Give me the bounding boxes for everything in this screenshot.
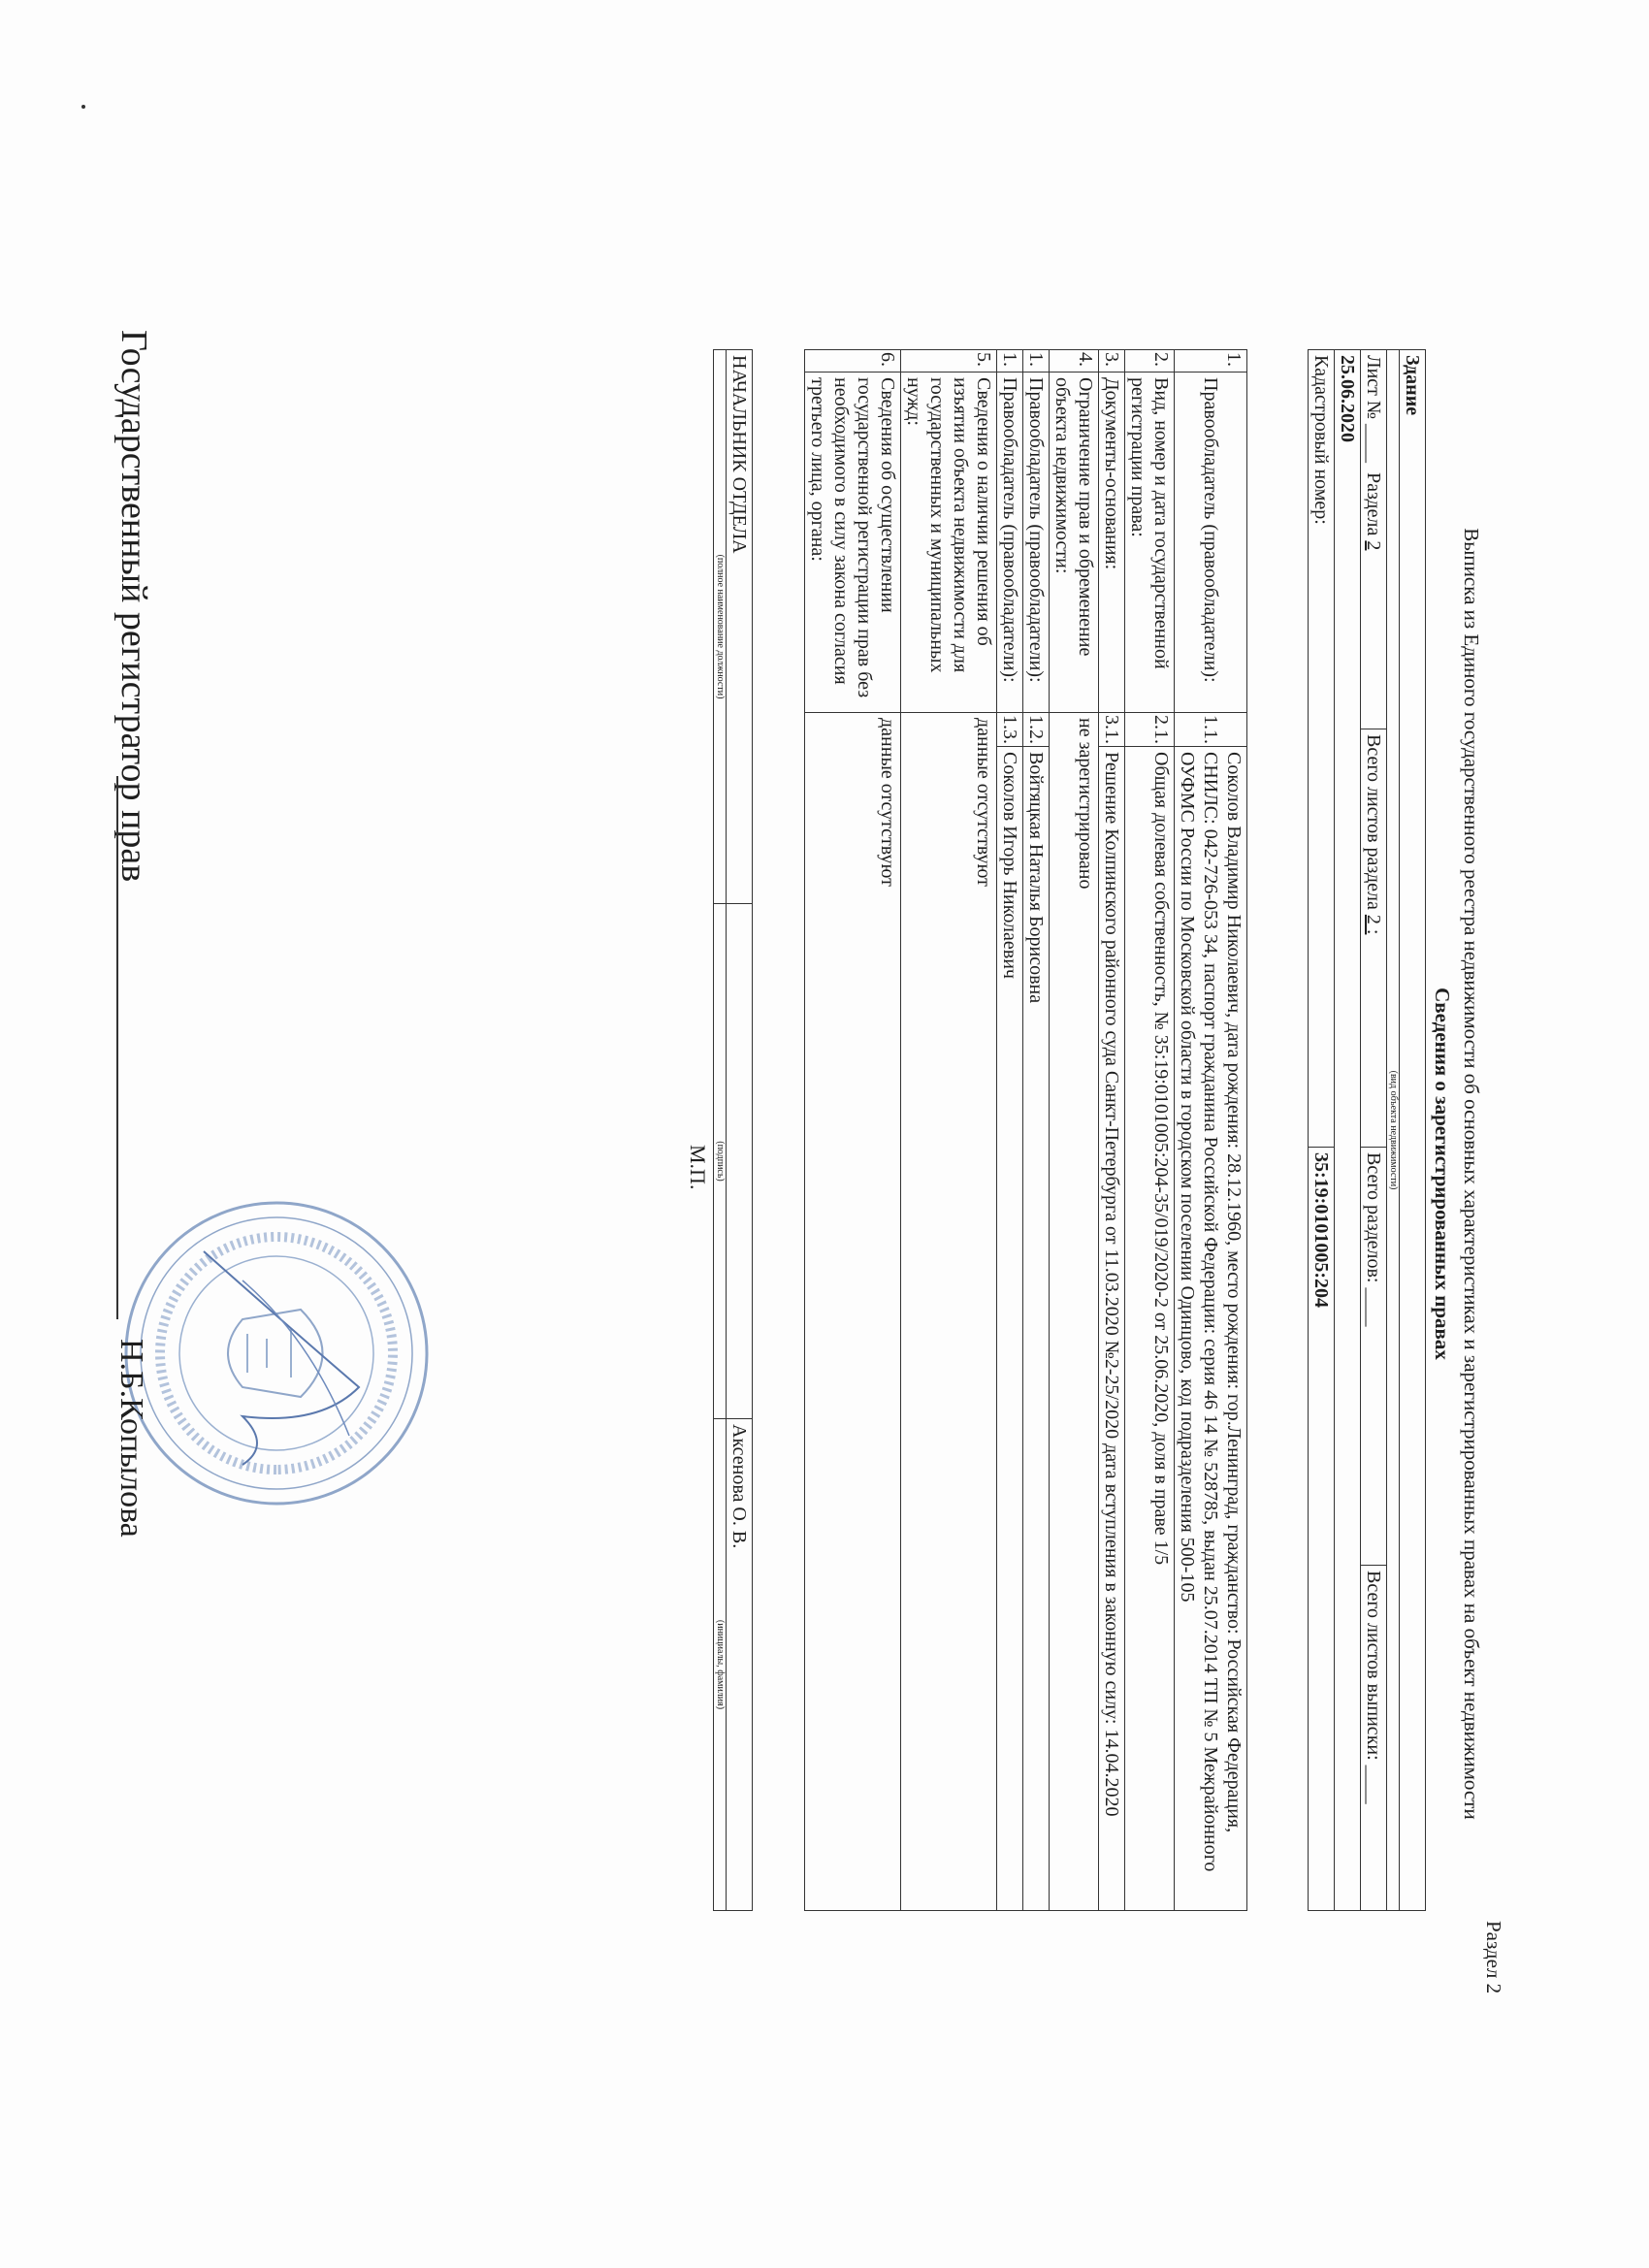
row-number: 1.: [1023, 350, 1050, 373]
table-row: [1175, 350, 1247, 1911]
section-number: Раздел 2: [1482, 1921, 1505, 1994]
sheets-total-cell: Всего листов выписки: ____: [1361, 1566, 1387, 1911]
section-sheets-value: 2 :: [1363, 914, 1384, 935]
signer-signature: [727, 904, 753, 1419]
document-title: [1428, 349, 1486, 1998]
table-row: [997, 350, 1023, 1911]
table-row: [901, 350, 997, 1911]
signer-position: НАЧАЛЬНИК ОТДЕЛА: [727, 350, 753, 904]
table-row: [1023, 350, 1050, 1911]
cadastral-number: 35:19:0101005:204: [1309, 1148, 1335, 1911]
sheets-total-label: Всего листов выписки:: [1363, 1571, 1384, 1761]
row-label: Правообладатель (правообладатели):: [1023, 373, 1050, 713]
title-text: Выписка из Единого государственного реестра недвижимости об основных характеристиках и зарегистрированных правах на объект недвижимости: [1460, 528, 1483, 1820]
row-subnumber: 1.2.: [1023, 713, 1050, 747]
extract-date: 25.06.2020: [1335, 350, 1361, 1911]
section-value: 2: [1363, 540, 1384, 551]
row-label: Документы-основания:: [1099, 373, 1125, 713]
row-value: Соколов Владимир Николаевич, дата рождения: 28.12.1960, место рождения: гор.Ленинград, гражданство: Российская Федерация, СНИЛС: 042-726-053 34, паспорт гражданина Российской Федерации: серия 46 14 № 528785, выдан 25.07.2014 ТП № 5 Межрайонного ОУФМС России по Московской области в городском поселении Одинцово, код подразделения 500-105: [1175, 747, 1247, 1911]
row-number: 6.: [805, 350, 901, 373]
table-row: [1099, 350, 1125, 1911]
row-label: Правообладатель (правообладатели):: [1175, 373, 1247, 713]
row-number: 2.: [1125, 350, 1175, 373]
row-number: 1.: [1175, 350, 1247, 373]
section-sheets-label: Всего листов раздела: [1363, 734, 1384, 910]
table-row: [1125, 350, 1175, 1911]
section-sheets-cell: [1361, 729, 1387, 1148]
row-label: Ограничение прав и обременение объекта недвижимости:: [1050, 373, 1099, 713]
row-value: Войтяцкая Наталья Борисовна: [1023, 747, 1050, 1911]
row-number: 3.: [1099, 350, 1125, 373]
row-subnumber: 2.1.: [1125, 713, 1175, 747]
row-value: данные отсутствуют: [805, 713, 901, 1911]
row-label: Сведения об осуществлении государственной регистрации прав без необходимого в силу закона согласия третьего лица, органа:: [805, 373, 901, 713]
row-value: Общая долевая собственность, № 35:19:0101005:204-35/019/2020-2 от 25.06.2020, доля в праве 1/5: [1125, 747, 1175, 1911]
row-value: Решение Колпинского районного суда Санкт-Петербурга от 11.03.2020 №2-25/2020 дата вступления в законную силу: 14.04.2020: [1099, 747, 1125, 1911]
row-value: не зарегистрировано: [1050, 713, 1099, 1911]
row-label: Правообладатель (правообладатели):: [997, 373, 1023, 713]
row-label: Сведения о наличии решения об изъятии объекта недвижимости для государственных и муниципальных нужд:: [901, 373, 997, 713]
row-subnumber: 1.3.: [997, 713, 1023, 747]
position-caption: (полное наименование должности): [714, 350, 727, 904]
registrar-signature-line: [116, 776, 118, 1319]
object-type: Здание: [1400, 350, 1426, 1911]
registrar-label: Государственный регистратор прав: [113, 330, 154, 883]
scan-dot: [81, 105, 85, 109]
sections-total-cell: Всего разделов: ____: [1361, 1148, 1387, 1566]
row-subnumber: 1.1.: [1175, 713, 1247, 747]
row-number: 4.: [1050, 350, 1099, 373]
table-row: [805, 350, 901, 1911]
registrar-name: Н.Б.Копылова: [113, 1339, 149, 1538]
row-subnumber: 3.1.: [1099, 713, 1125, 747]
signature-table: [713, 349, 753, 1911]
stamp-place: М.П.: [686, 1145, 710, 1190]
object-header-table: [1308, 349, 1426, 1911]
section-label: Раздела: [1363, 471, 1384, 536]
cadastral-label: Кадастровый номер:: [1309, 350, 1335, 1148]
row-label: Вид, номер и дата государственной регистрации права:: [1125, 373, 1175, 713]
object-type-caption: (вид объекта недвижимости): [1387, 350, 1400, 1911]
signer-name: Аксенова О. В.: [727, 1419, 753, 1911]
sections-total-label: Всего разделов:: [1363, 1152, 1384, 1283]
row-number: 5.: [901, 350, 997, 373]
title-subtitle: Сведения о зарегистрированных правах: [1431, 988, 1454, 1360]
sheet-label: Лист №: [1363, 355, 1384, 419]
row-value: данные отсутствуют: [901, 713, 997, 1911]
sheet-number-cell: Лист № ____ Раздела 2: [1361, 350, 1387, 729]
official-seal-icon: [116, 1193, 436, 1513]
table-row: [1050, 350, 1099, 1911]
row-number: 1.: [997, 350, 1023, 373]
rights-table: [804, 349, 1247, 1911]
row-value: Соколов Игорь Николаевич: [997, 747, 1023, 1911]
signature-caption: (подпись): [714, 904, 727, 1419]
name-caption: (инициалы, фамилия): [714, 1419, 727, 1911]
